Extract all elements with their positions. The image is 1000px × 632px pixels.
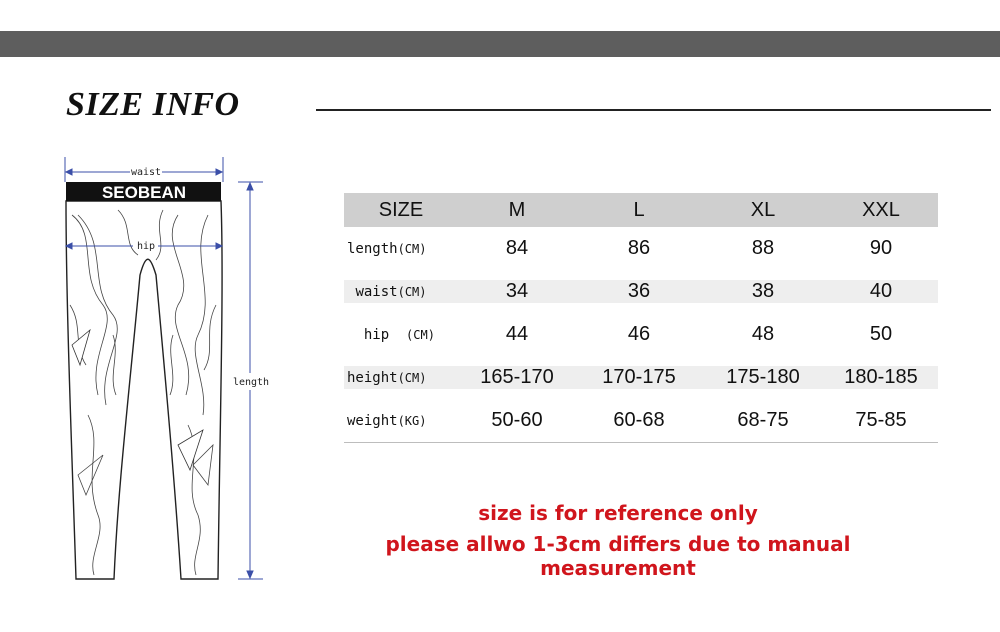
table-cell: 60-68 (613, 409, 665, 431)
table-cell: 38 (702, 270, 824, 313)
row-label-unit: (CM) (397, 241, 427, 256)
row-label-unit: (KG) (397, 413, 427, 428)
row-label-text: weight (347, 412, 398, 429)
table-cell: 88 (751, 237, 775, 259)
table-row-hip (344, 313, 938, 356)
title-divider (316, 109, 991, 111)
row-label-unit: (CM) (397, 370, 427, 385)
table-cell: 84 (505, 237, 529, 259)
table-row-waist (344, 270, 938, 313)
table-cell: 46 (627, 323, 651, 345)
table-cell: 68-75 (737, 409, 789, 431)
table-cell: 36 (576, 270, 702, 313)
measurement-note: please allwo 1-3cm differs due to manual measurement (385, 532, 851, 580)
table-cell: 50 (869, 323, 893, 345)
table-row-weight (344, 399, 938, 443)
size-chart-table (344, 193, 938, 443)
table-cell: 75-85 (855, 409, 907, 431)
length-label: length (232, 377, 270, 388)
size-header-label: SIZE (344, 193, 458, 227)
row-label-text: hip (363, 326, 390, 343)
hip-label: hip (136, 241, 156, 252)
table-cell: 86 (627, 237, 651, 259)
row-label-weight (344, 399, 458, 443)
table-cell: 50-60 (491, 409, 543, 431)
row-label-unit: (CM) (406, 327, 435, 342)
row-label-text: waist (355, 283, 398, 300)
table-cell: 170-175 (576, 356, 702, 399)
top-banner-bar (0, 31, 1000, 57)
reference-note: size is for reference only (478, 501, 758, 525)
table-cell: 175-180 (702, 356, 824, 399)
table-row-length (344, 227, 938, 270)
page-title: SIZE INFO (66, 86, 240, 123)
size-header-m: M (458, 193, 576, 227)
size-header-l: L (576, 193, 702, 227)
table-row-height (344, 356, 938, 399)
table-cell: 34 (458, 270, 576, 313)
row-label-hip (344, 313, 458, 356)
brand-label: SEOBEAN (101, 183, 187, 202)
table-header-row (344, 193, 938, 227)
leggings-outline (66, 201, 222, 579)
table-cell: 90 (869, 237, 893, 259)
waist-label: waist (130, 167, 162, 178)
leggings-illustration (58, 155, 288, 590)
row-label-text: height (347, 369, 398, 386)
size-header-xxl: XXL (824, 193, 938, 227)
table-cell: 44 (505, 323, 529, 345)
row-label-waist (344, 270, 458, 313)
table-cell: 165-170 (458, 356, 576, 399)
table-cell: 48 (751, 323, 775, 345)
row-label-length (344, 227, 458, 270)
row-label-unit: (CM) (397, 284, 427, 299)
size-header-xl: XL (702, 193, 824, 227)
row-label-text: length (347, 240, 398, 257)
row-label-height (344, 356, 458, 399)
table-cell: 40 (824, 270, 938, 313)
table-cell: 180-185 (824, 356, 938, 399)
